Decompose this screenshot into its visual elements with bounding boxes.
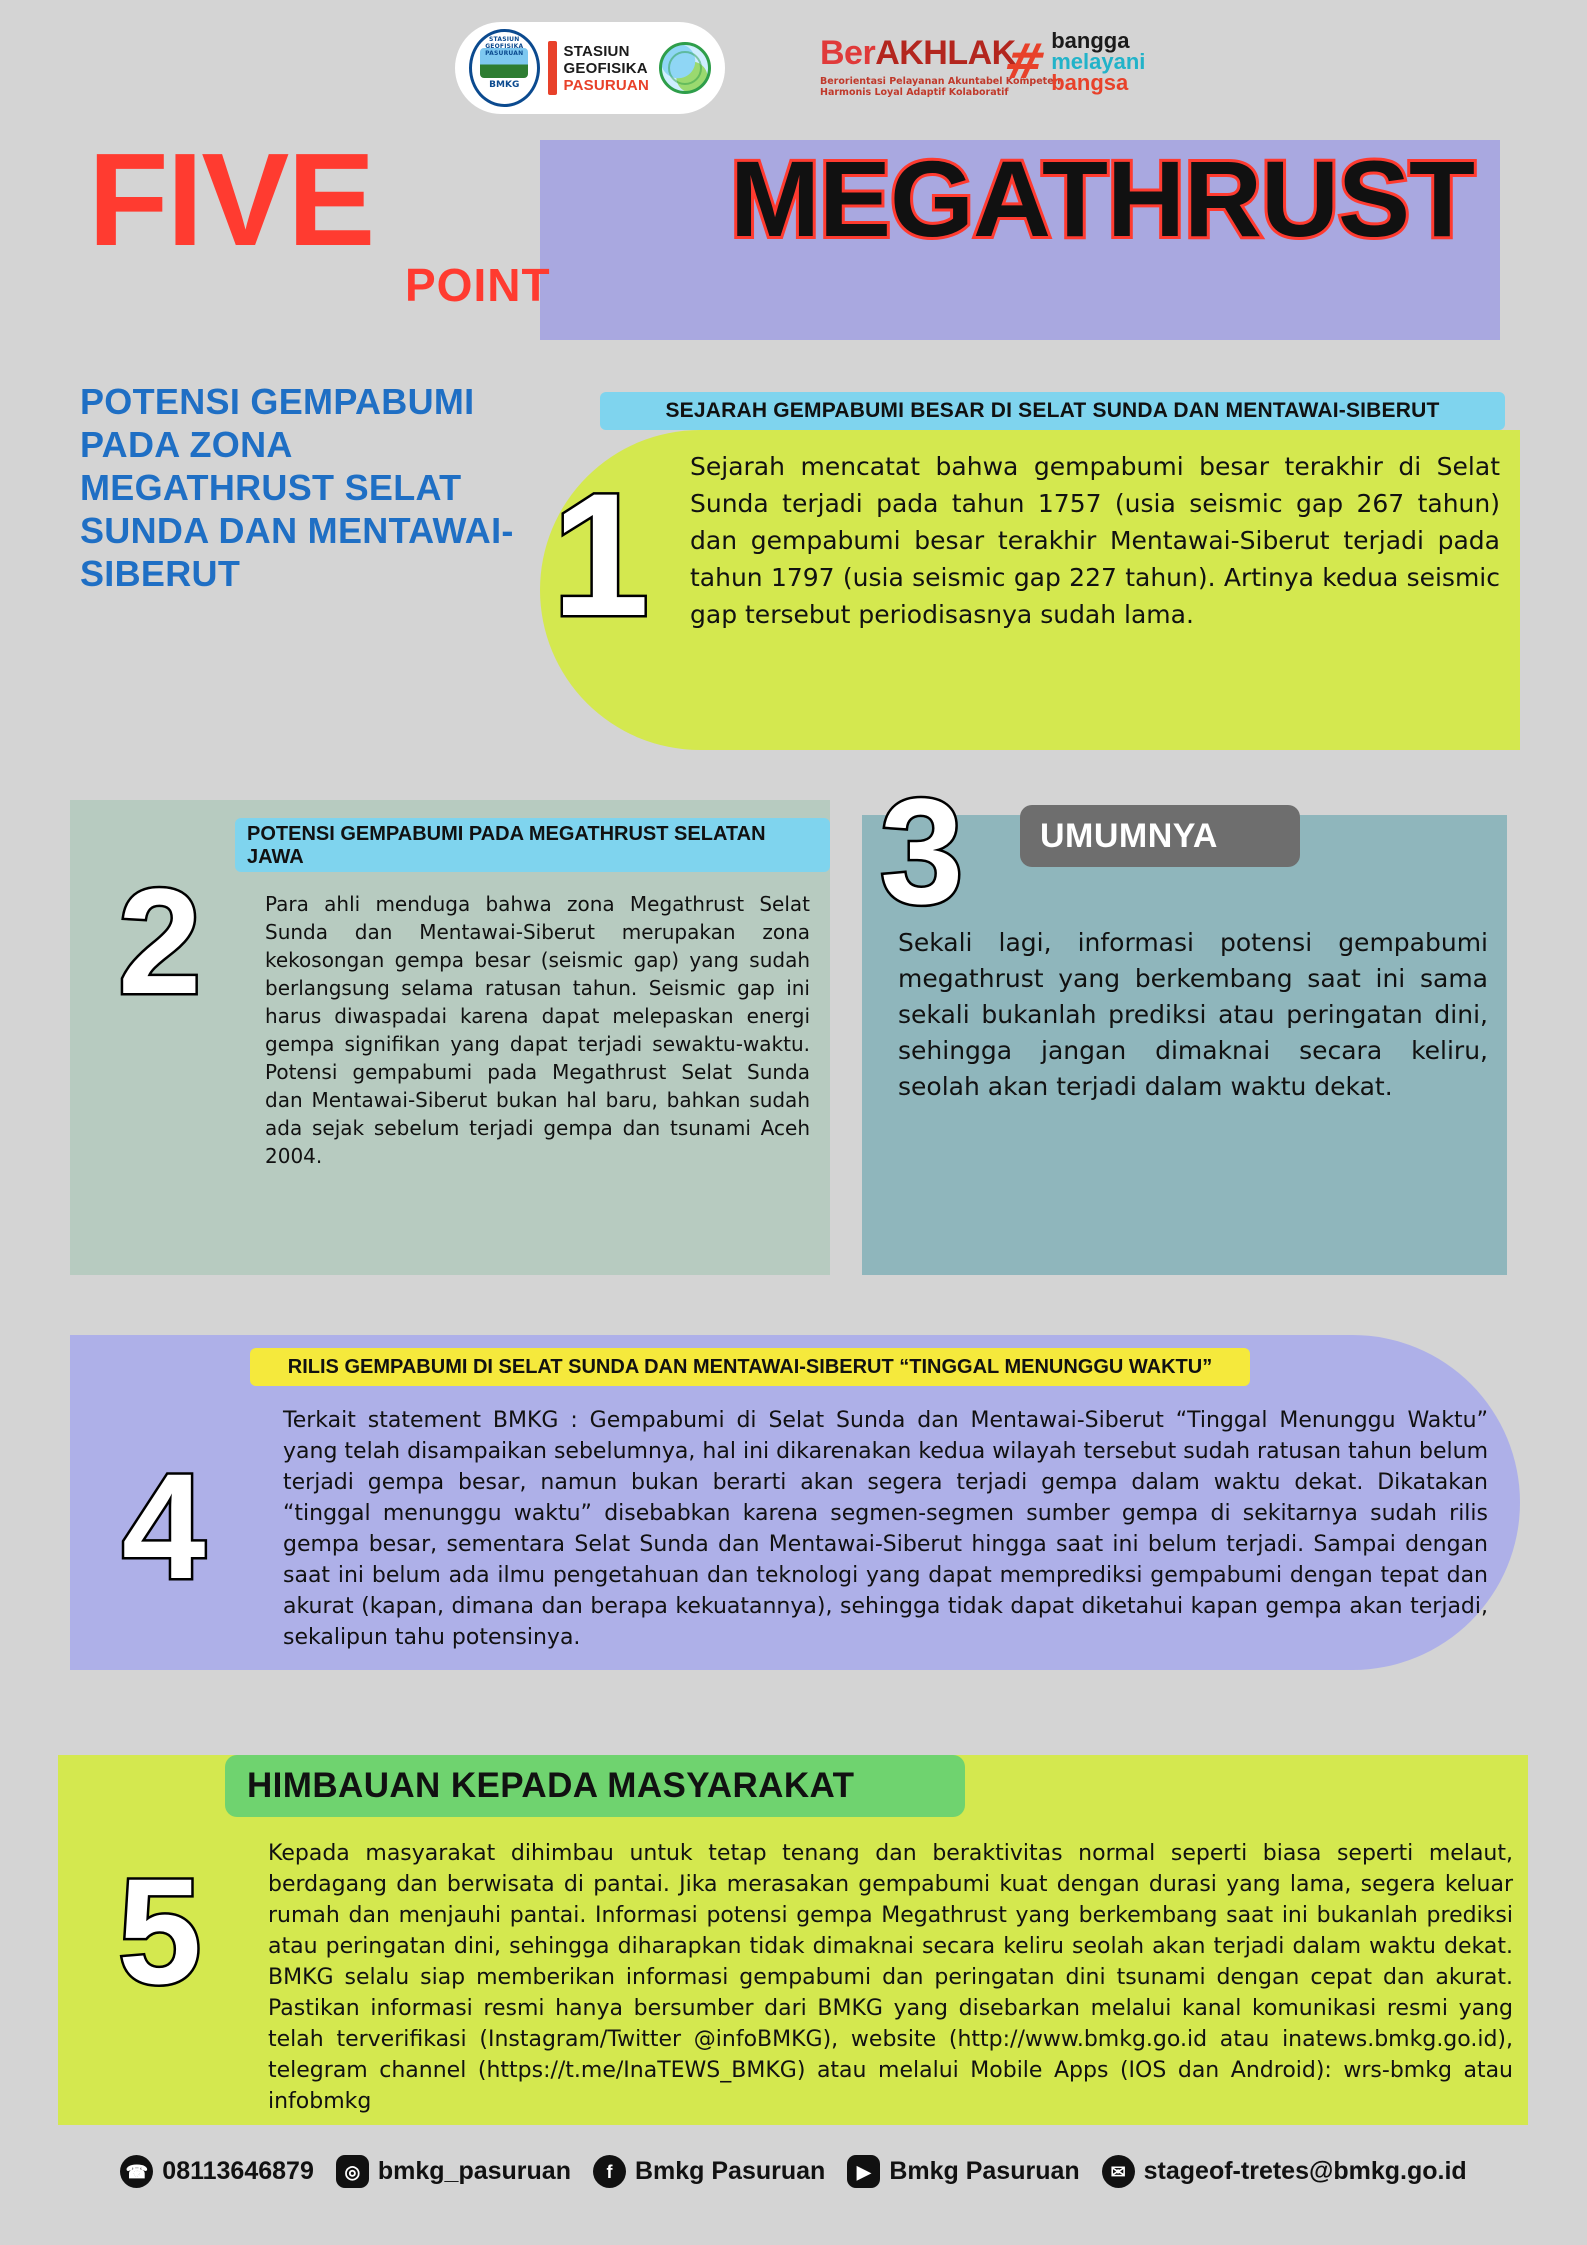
- facebook-icon: f: [593, 2155, 626, 2188]
- page-subtitle: POTENSI GEMPABUMI PADA ZONA MEGATHRUST SELAT SUNDA DAN MENTAWAI-SIBERUT: [80, 381, 514, 594]
- globe-icon: [659, 42, 711, 94]
- station-name-text: [564, 43, 650, 94]
- berakhlak-title-akhlak: AKHLAK: [875, 34, 1016, 72]
- email-icon: ✉: [1102, 2155, 1135, 2188]
- footer-whatsapp-label: 08113646879: [162, 2157, 314, 2185]
- point-1-number: 1: [552, 458, 650, 653]
- bangga-line-1: bangga: [1051, 28, 1130, 53]
- point-3-number: 3: [880, 767, 964, 935]
- youtube-icon: ▶: [847, 2155, 880, 2188]
- station-line-1: STASIUN: [563, 42, 630, 60]
- berakhlak-sub1: Berorientasi Pelayanan Akuntabel Kompeten: [820, 76, 1061, 87]
- station-line-2: GEOFISIKA: [563, 59, 648, 77]
- point-2-text: Para ahli menduga bahwa zona Megathrust Selat Sunda dan Mentawai-Siberut merupakan zona kekosongan gempa besar (seismic gap) yang sudah berlangsung selama ratusan tahun. Seismic gap ini harus diwaspadai karena dapat melepaskan energi gempa signifikan yang dapat terjadi sewaktu-waktu. Potensi gempabumi pada Megathrust Selat Sunda dan Mentawai-Siberut bukan hal baru, bahkan sudah ada sejak sebelum terjadi gempa dan tsunami Aceh 2004.: [265, 892, 810, 1168]
- footer-email-label: stageof-tretes@bmkg.go.id: [1143, 2157, 1467, 2185]
- bangga-line-3: bangsa: [1051, 70, 1129, 95]
- footer-email[interactable]: [1102, 2155, 1467, 2188]
- whatsapp-icon: ☎: [120, 2155, 153, 2188]
- bangga-line-2: melayani: [1051, 49, 1146, 74]
- footer-facebook-label: Bmkg Pasuruan: [634, 2157, 826, 2185]
- footer-whatsapp[interactable]: [120, 2155, 314, 2188]
- title-point: POINT: [405, 259, 551, 311]
- title-megathrust: MEGATHRUST: [730, 138, 1474, 259]
- bmkg-logo-pill: [455, 22, 725, 114]
- title-five: FIVE: [88, 126, 374, 273]
- footer-youtube-label: Bmkg Pasuruan: [889, 2157, 1080, 2185]
- point-3-label: UMUMNYA: [1020, 805, 1300, 867]
- point-4-text: Terkait statement BMKG : Gempabumi di Selat Sunda dan Mentawai-Siberut “Tinggal Menunggu Waktu” yang telah disampaikan sebelumnya, hal ini dikarenakan kedua wilayah tersebut sudah ratusan tahun belum terjadi gempa besar, namun bukan berarti akan segera terjadi gempa dalam waktu dekat. Dikatakan “tinggal menunggu waktu” disebabkan karena segmen-segmen sumber gempa di sekitarnya sudah rilis gempa besar, sementara Selat Sunda dan Mentawai-Siberut hingga saat ini belum terjadi. Sampai dengan saat ini belum ada ilmu pengetahuan dan teknologi yang dapat memprediksi gempabumi dengan tepat dan akurat (kapan, dimana dan berapa kekuatannya), sehingga tidak dapat diketahui kapan gempa akan terjadi, sekalipun tahu potensinya.: [283, 1408, 1488, 1650]
- point-5-text: Kepada masyarakat dihimbau untuk tetap tenang dan beraktivitas normal seperti biasa seperti melaut, berdagang dan berwisata di pantai. Jika merasakan gempabumi kuat dengan durasi yang lama, segera keluar rumah dan menjauhi pantai. Informasi potensi gempa Megathrust yang berkembang saat ini bukanlah prediksi atau peringatan dini, sehingga diharapkan tidak dimaknai secara keliru seolah akan terjadi dalam waktu dekat. BMKG selalu siap memberikan informasi gempabumi dan peringatan dini tsunami dengan cepat dan akurat. Pastikan informasi resmi hanya bersumber dari BMKG yang disebarkan melalui kanal komunikasi resmi yang telah terverifikasi (Instagram/Twitter @infoBMKG), website (http://www.bmkg.go.id atau inatews.bmkg.go.id), telegram channel (https://t.me/InaTEWS_BMKG) atau melalui Mobile Apps (IOS dan Android): wrs-bmkg atau infobmkg: [268, 1841, 1513, 2114]
- footer-instagram[interactable]: [336, 2155, 571, 2188]
- footer-youtube[interactable]: [847, 2155, 1079, 2188]
- footer-contact-bar: [0, 2155, 1587, 2188]
- red-bar-divider: [548, 41, 557, 95]
- bangga-lines: [1051, 30, 1145, 93]
- berakhlak-title-ber: Ber: [820, 34, 876, 72]
- point-1-label: SEJARAH GEMPABUMI BESAR DI SELAT SUNDA DAN MENTAWAI-SIBERUT: [600, 392, 1505, 430]
- footer-facebook[interactable]: [593, 2155, 825, 2188]
- point-5-number: 5: [118, 1847, 202, 2015]
- station-line-3: PASURUAN: [563, 76, 649, 94]
- seal-ring-top-text: STASIUN GEOFISIKA PASURUAN: [485, 36, 524, 57]
- station-name-block: [548, 41, 712, 95]
- point-4-label: RILIS GEMPABUMI DI SELAT SUNDA DAN MENTAWAI-SIBERUT “TINGGAL MENUNGGU WAKTU”: [250, 1348, 1250, 1386]
- point-2-label: POTENSI GEMPABUMI PADA MEGATHRUST SELATAN JAWA: [235, 818, 830, 872]
- seal-name-text: BMKG: [489, 80, 520, 90]
- point-5-label: HIMBAUAN KEPADA MASYARAKAT: [225, 1755, 965, 1817]
- hash-icon: #: [999, 33, 1052, 90]
- bmkg-seal-icon: [469, 29, 540, 107]
- instagram-icon: ◎: [336, 2155, 369, 2188]
- point-3-text: Sekali lagi, informasi potensi gempabumi megathrust yang berkembang saat ini sama sekali bukanlah prediksi atau peringatan dini, sehingga jangan dimaknai secara keliru, seolah akan terjadi dalam waktu dekat.: [898, 928, 1488, 1101]
- berakhlak-sub2: Harmonis Loyal Adaptif Kolaboratif: [820, 87, 1009, 98]
- point-1-text: Sejarah mencatat bahwa gempabumi besar terakhir di Selat Sunda terjadi pada tahun 1757 (usia seismic gap 267 tahun) dan gempabumi besar terakhir Mentawai-Siberut terjadi pada tahun 1797 (usia seismic gap 227 tahun). Artinya kedua seismic gap tersebut periodisasnya sudah lama.: [690, 452, 1500, 629]
- point-4-number: 4: [122, 1442, 206, 1610]
- footer-instagram-label: bmkg_pasuruan: [377, 2157, 571, 2185]
- header: [0, 18, 1587, 128]
- point-2-number: 2: [118, 857, 202, 1025]
- bangga-melayani-bangsa-logo: [999, 28, 1146, 95]
